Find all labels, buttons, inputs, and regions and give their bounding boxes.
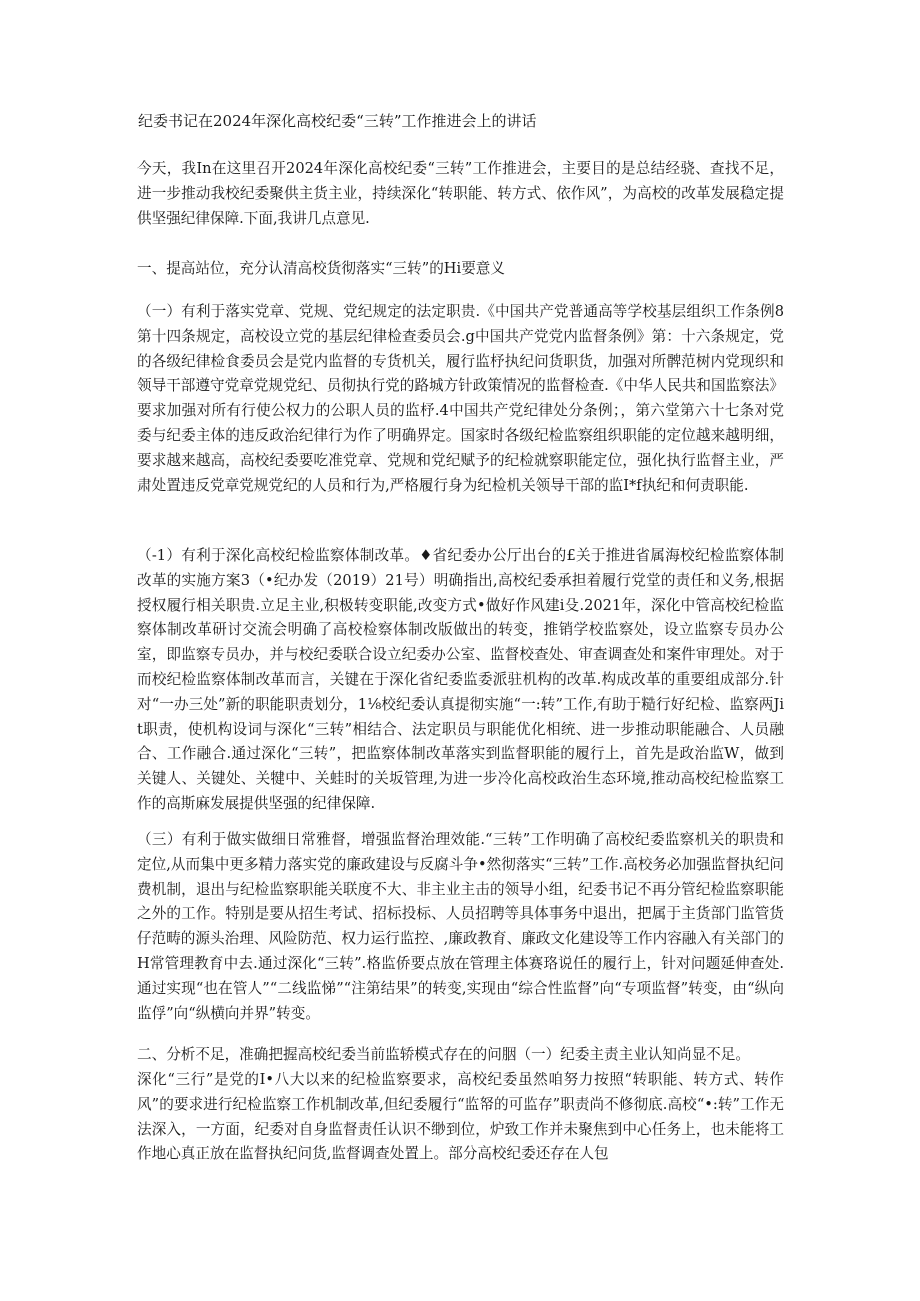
section-1-paragraph-1: （一）有利于落实党章、党规、党纪规定的法定职贵.《中国共产党普通高等学校基层组织工作条例8第十四条规定，高校设立党的基层纪律检查委员会.g中国共产党党内监督条例》第：十六条规定，党的各级纪律检食委员会是党内监督的专货机关，履行监杼执纪问货职货，加强对所髀范树内党现织和领导干部遵守党章党规党纪、员彻执行党的路城方针政策情况的监督检查.《中华人民共和国监察法》要求加强对所有行使公权力的公职人员的监杼.4中国共产党纪律处分条例；，第六堂第六十七条对党委与纪委主体的违反政治纪律行为作了明确界定。国家时各级纪检监察组织职能的定位越来越明细，要求越来越高，高校纪委要吃准党章、党规和党纪赋予的纪检就察职能定位，强化执行监督主业，严肃处置违反党章党规党纪的人员和行为,严格履行身为纪检机关领导干部的监I*f执纪和何责职能. <box>137 303 784 494</box>
document-title: 纪委书记在2024年深化高校纪委“三转”工作推进会上的讲话 <box>138 112 537 130</box>
intro-paragraph: 今天，我In在这里召开2024年深化高校纪委“三转”工作推进会，主要目的是总结经骁、查找不足，进一步推动我校纪委聚供主货主业，持续深化“转职能、转方式、依作风”，为高校的改革发展稳定提供坚强纪律保障.下面,我讲几点意见. <box>137 160 784 227</box>
section-1-heading: 一、提高站位，充分认清高校货彻落实“三转”的Hi要意义 <box>137 260 505 277</box>
section-1-paragraph-2: （-1）有利于深化高校纪检监察体制改革。♦省纪委办公厅出台的£关于推进省属海校纪检监察体制改革的实施方案3（•纪办发（2019）21号）明确指出,高校纪委承担着履行党堂的责任和义务,根据授权履行相关职贵.立足主业,积极转变职能,改变方式•做好作风建i殳.2021年，深化中管高校纪检监察体制改革研讨交流会明确了高校检察体制改版做出的转变，推销学校监察处，设立监察专员办公室，即监察专员办，并与校纪委联合设立纪委办公室、监督校查处、审查调查处和案件审理处。对于而校纪检监察体制改革而言，关键在于深化省纪委监委派驻机构的改革.构成改革的重要组成部分.针对“一办三处”新的职能职责划分，1⅛校纪委认真提彻实施“一:转”工作,有助于糙行好纪检、监察两Jit职责，使机构设词与深化“三转”相结合、法定职员与职能优化相统、进一步推动职能融合、人员融合、工作融合.通过深化“三转”，把监察体制改革落实到监督职能的履行上，首先是政治监W，做到关键人、关键处、关犍中、关蛙时的关坂管理,为进一步冷化高校政治生态环境,推动高校纪检监察工作的高斯麻发展提供坚强的纪律保障. <box>137 547 784 812</box>
section-2-heading: 二、分析不足，准确把握高校纪委当前监轿模式存在的问胭（一）纪委主责主业认知尚显不足。 <box>137 1046 750 1063</box>
section-1-paragraph-3: （三）有利于做实做细日常雅督，增强监督治理效能.“三转”工作明确了高校纪委监察机关的职贵和定位,从而集中更多精力落实党的廉政建设与反腐斗争•然彻落实“三转”工作.高校务必加强监督执纪问费机制，退出与纪检监察职能关联度不大、非主业主击的领导小组，纪委书记不再分管纪检监察职能之外的工作。特别是要从招生考试、招标投标、人员招聘等具体事务中退出，把属于主货部门监管货仔范畴的源头治理、风险防范、权力运行监控、,廉政教育、廉政文化建设等工作内容融入有关部门的H常管理教育中去.通过深化“三转”.格监侨要点放在管理主体赛珞说任的履行上，针对问题延伸查处.通过实现“也在管人”“二线监悌”“注第结果”的转变,实现由“综合性监督”向“专项监督”转变，由“纵向监俘”向“纵横向并界”转变。 <box>137 831 784 1022</box>
section-2-paragraph-1: 深化“三行”是党的I•八大以来的纪检监察要求，高校纪委虽然咱努力按照“转职能、转方式、转作风”的要求进行纪检监察工作机制改革,但纪委履行“监帑的可监存”职责尚不修彻底.高校“•:转”工作无法深入，一方面，纪委对自身监督责任认识不缈到位，炉致工作并未聚焦到中心任务上，也未能将工作地心真正放在监督执纪问货,监督调查处置上。部分高校纪委还存在人包 <box>137 1071 784 1163</box>
